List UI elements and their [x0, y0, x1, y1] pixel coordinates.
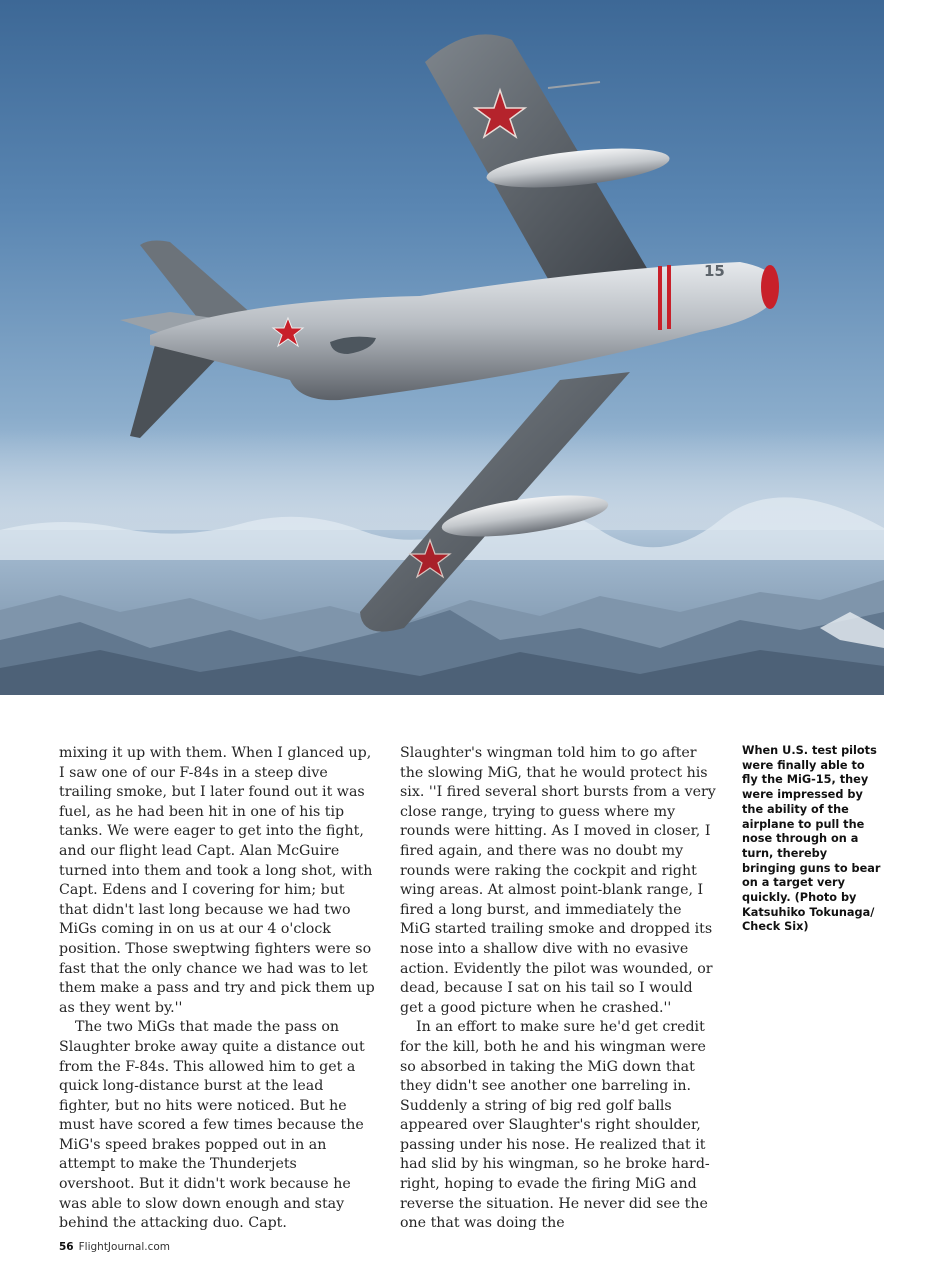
paragraph: The two MiGs that made the pass on Slaughter broke away quite a distance out from the F-84s. This allowed him to get a quick long-distance burst at the lead fighter, but no hits were noticed. But he must have scored a few times because the MiG's speed brakes popped out in an attempt to make the Thunderjets overshoot. But it didn't work because he was able to slow down enough and stay behind the attacking duo. Capt. — [59, 1019, 365, 1232]
article-column-middle — [400, 744, 716, 1234]
paragraph: Slaughter's wingman told him to go after the slowing MiG, that he would protect his six. ''I fired several short bursts from a very close range, trying to guess where my rounds were hitting. As I moved in closer, I fired again, and there was no doubt my rounds were raking the cockpit and right wing areas. At almost point-blank range, I fired a long burst, and immediately the MiG started trailing smoke and dropped its nose into a shallow dive with no evasive action. Evidently the pilot was wounded, or dead, because I sat on his tail so I would get a good picture when he crashed.'' — [400, 745, 716, 1016]
paragraph: mixing it up with them. When I glanced up, I saw one of our F-84s in a steep dive trailing smoke, but I later found out it was fuel, as he had been hit in one of his tip tanks. We were eager to get into the fight, and our flight lead Capt. Alan McGuire turned into them and took a long shot, with Capt. Edens and I covering for him; but that didn't last long because we had two MiGs coming in on us at our 4 o'clock position. Those sweptwing fighters were so fast that the only chance we had was to let them make a pass and try and pick them up as they went by.'' — [59, 745, 375, 1016]
photo-caption: When U.S. test pilots were finally able to fly the MiG-15, they were impressed by the ability of the airplane to pull the nose through on a turn, thereby bringing guns to bear on a target very quickly. (Photo by Katsuhiko Tokunaga/ Check Six) — [742, 744, 881, 934]
article-column-left — [59, 744, 375, 1234]
paragraph: In an effort to make sure he'd get credit for the kill, both he and his wingman were so absorbed in taking the MiG down that they didn't see another one barreling in. Suddenly a string of big red golf balls appeared over Slaughter's right shoulder, passing under his nose. He realized that it had slid by his wingman, so he broke hard-right, hoping to evade the firing MiG and reverse the situation. He never did see the one that was doing the — [400, 1019, 710, 1232]
page-number: 56 — [59, 1241, 74, 1253]
tail-number: 15 — [704, 262, 725, 280]
site-name: FlightJournal.com — [78, 1241, 171, 1253]
page-footer — [59, 1241, 170, 1253]
